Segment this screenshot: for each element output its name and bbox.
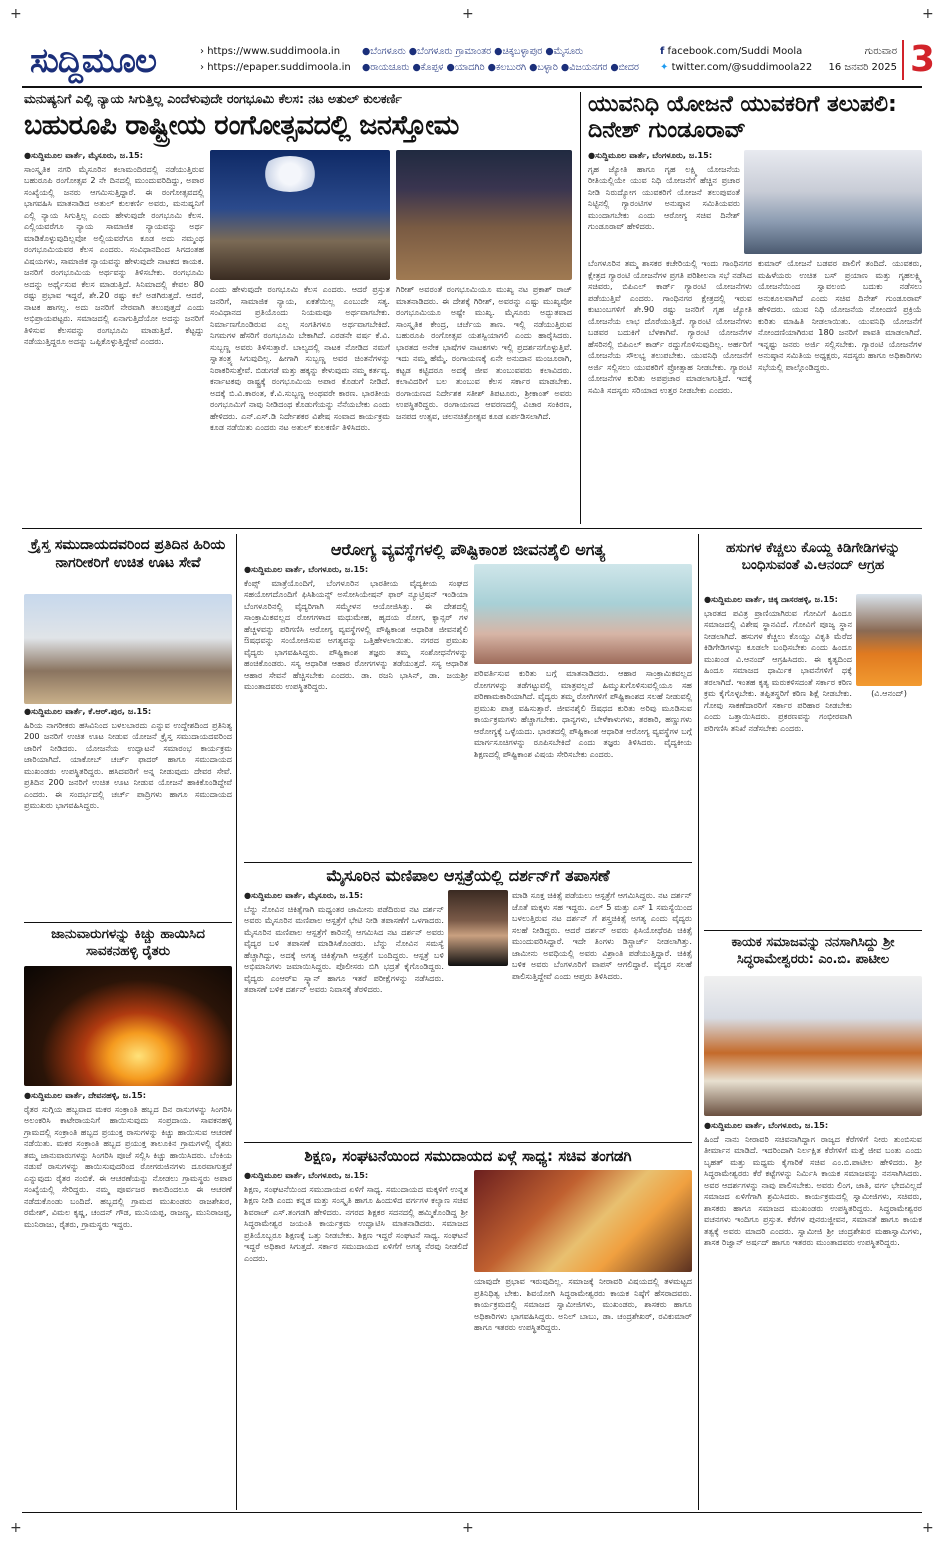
a2-col2 (758, 258, 922, 524)
a2-lead-text: ಗೃಹ ಜ್ಯೋತಿ ಹಾಗೂ ಗೃಹ ಲಕ್ಷ್ಮಿ ಯೋಜನೆಯ ರೀತಿಯಲ್ಲಿಯೇ ಯುವ ನಿಧಿ ಯೋಜನೆಗೆ ಹೆಚ್ಚಿನ ಪ್ರಚಾರ ನೀಡಿ ನಿರುದ್ಯೋಗ ಯುವಕರಿಗೆ ಯೋಜನೆ ತಲುಪುವಂತೆ ನಿಟ್ಟಿನಲ್ಲಿ ಗ್ಯಾರಂಟಿಗಳ ಅನುಷ್ಠಾನ ಸಮಿತಿಯವರು ಮುಂದಾಗಬೇಕು ಎಂದು ಆರೋಗ್ಯ ಸಚಿವ ದಿನೇಶ್ ಗುಂಡೂರಾವ್ ಹೇಳಿದರು. (588, 163, 740, 231)
a9-body (704, 1120, 922, 1510)
a3-body-text: ಹಿರಿಯ ನಾಗರೀಕರು ಹಸಿವಿನಿಂದ ಬಳಲಬಾರದು ಎನ್ನುವ ಉದ್ದೇಶದಿಂದ ಪ್ರತಿನಿತ್ಯ 200 ಜನರಿಗೆ ಉಚಿತ ಊಟ ನೀಡುವ ಯೋಜನೆ ಕ್ರೈಸ್ತ ಸಮುದಾಯದವರಿಂದ ಜಾರಿಗೆ ನೀಡಿದರು. ಯೋಜನೆಯ ಉದ್ಘಾಟನೆ ಸಮಾರಂಭ ಕಾರ್ಯಕ್ರಮ ಜಾರಿಯಾಗಿದೆ. ಯಾಕೋಬ್ ಚರ್ಚ್ ಫಾದರ್ ಹಾಗೂ ಸಮುದಾಯದ ಮುಖಂಡರು ಉಪಸ್ಥಿತರಿದ್ದರು. ಹಸಿದವರಿಗೆ ಅನ್ನ ನೀಡುವುದು ದೇವರ ಸೇವೆ. ಪ್ರತಿದಿನ 200 ಜನರಿಗೆ ಉಚಿತ ಊಟ ನೀಡುವ ಯೋಜನೆ ಹಾಕಿಕೊಂಡಿದ್ದೇವೆ ಎಂದರು. ಈ ಸಂದರ್ಭದಲ್ಲಿ ಚರ್ಚ್ ಪಾದ್ರಿಗಳು ಹಾಗೂ ಸಮುದಾಯದ ಪ್ರಮುಖರು ಭಾಗವಹಿಸಿದ್ದರು. (24, 719, 232, 810)
section-rule (704, 930, 922, 931)
a4-body-text: ರೈತರ ಸುಗ್ಗಿಯ ಹಬ್ಬವಾದ ಮಕರ ಸಂಕ್ರಾಂತಿ ಹಬ್ಬದ ದಿನ ರಾಸುಗಳನ್ನು ಸಿಂಗರಿಸಿ ಅಲಂಕರಿಸಿ ಕಾಟೇರಾಯನಿಗೆ ಹಾಯಿಸುವುದು ಸಂಪ್ರದಾಯ. ಸಾವಕನಹಳ್ಳಿ ಗ್ರಾಮದಲ್ಲಿ ಸಂಕ್ರಾಂತಿ ಹಬ್ಬದ ಪ್ರಯುಕ್ತ ರಾಸುಗಳನ್ನು ಕಿಚ್ಚು ಹಾಯಿಸುವ ಆಚರಣೆ ನಡೆಯಿತು. ಮಕರ ಸಂಕ್ರಾಂತಿ ಹಬ್ಬದ ಪ್ರಯುಕ್ತ ತಾಲೂಕಿನ ಗ್ರಾಮಗಳಲ್ಲಿ ರೈತರು ತಮ್ಮ ಜಾನುವಾರುಗಳನ್ನು ಸಿಂಗರಿಸಿ ಪೂಜೆ ಸಲ್ಲಿಸಿ ಕಿಚ್ಚು ಹಾಯಿಸಿದರು. ಬೆಂಕಿಯ ನಡುವೆ ರಾಸುಗಳನ್ನು ಹಾಯಿಸುವುದರಿಂದ ರೋಗರುಜಿನಗಳು ದೂರವಾಗುತ್ತವೆ ಎನ್ನುವುದು ರೈತರ ನಂಬಿಕೆ. ಈ ಆಚರಣೆಯನ್ನು ನೋಡಲು ಗ್ರಾಮಸ್ಥರು ಅಪಾರ ಸಂಖ್ಯೆಯಲ್ಲಿ ಸೇರಿದ್ದರು. ನಮ್ಮ ಪೂರ್ವಜರ ಕಾಲದಿಂದಲೂ ಈ ಆಚರಣೆ ನಡೆದುಕೊಂಡು ಬಂದಿದೆ. ಹಬ್ಬದಲ್ಲಿ ಗ್ರಾಮದ ಮುಖಂಡರು ರಾಜಶೇಖರ, ರಮೇಶ್, ವಿಮಲ ಕೃಷ್ಣ, ಚಂದನ್ ಗೌಡ, ಮುನಿಯಪ್ಪ, ರಾಜಣ್ಣ, ಮುನಿರಾಜಪ್ಪ, ಮುನಿರಾಜು, ರೈತರು, ಗ್ರಾಮಸ್ಥರು ಇದ್ದರು. (24, 1103, 232, 1229)
a1-col3-text: ಗಿರೀಶ್ ಅವರಂತೆ ರಂಗಭೂಮಿಯೂ ಮುಖ್ಯ ನಟ ಪ್ರಕಾಶ್ ರಾಜ್ ಮಾತನಾಡಿದರು. ಈ ದೇಶಕ್ಕೆ ಗಿರೀಶ್, ಅವರನ್ನು ಎಷ್ಟು ಮುಖ್ಯವೋ ರಂಗಭೂಮಿಯೂ ಅಷ್ಟೇ ಮುಖ್ಯ. ಮೈಸೂರು ಅದ್ಭುತವಾದ ಸಾಂಸ್ಕೃತಿಕ ಕೇಂದ್ರ, ಚರ್ಚೆಯ ತಾಣ. ಇಲ್ಲಿ ನಡೆಯುತ್ತಿರುವ ಬಹುರೂಪಿ ರಂಗೋತ್ಸವ ಯಶಸ್ವಿಯಾಗಲಿ ಎಂದು ಹಾರೈಸಿದರು. ಭಾರತದ ಅನೇಕ ಭಾಷೆಗಳ ನಾಟಕಗಳು ಇಲ್ಲಿ ಪ್ರದರ್ಶನಗೊಳ್ಳುತ್ತಿವೆ. ಇದು ನಮ್ಮ ಹೆಮ್ಮೆ. ರಂಗಾಯಣಕ್ಕೆ ಏನೇ ಅನುದಾನ ಮಂಜೂರಾಗಿ, ಕಟ್ಟಡ ಕಟ್ಟಿದರೂ ಅದಕ್ಕೆ ಜೀವ ತುಂಬುವವರು ಕಲಾವಿದರು. ಕಲಾವಿದರಿಗೆ ಬಲ ತುಂಬುವ ಕೆಲಸ ಸರ್ಕಾರ ಮಾಡಬೇಕು. ರಂಗಾಯಣದ ನಿರ್ದೇಶಕ ಸತೀಶ್ ತಿಪಟೂರು, ಶ್ರೀಕಾಂತ್ ಅವರು ಉಪಸ್ಥಿತರಿದ್ದರು. ರಂಗಾಯಣದ ಆವರಣದಲ್ಲಿ ವಿಚಾರ ಸಂಕಿರಣ, ಜನಪದ ಉತ್ಸವ, ಚಲನಚಿತ್ರೋತ್ಸವ ಕೂಡ ಏರ್ಪಡಿಸಲಾಗಿದೆ. (396, 284, 572, 421)
a1-col2 (210, 284, 390, 522)
a7-headline: ಶಿಕ್ಷಣ, ಸಂಘಟನೆಯಿಂದ ಸಮುದಾಯದ ಏಳ್ಗೆ ಸಾಧ್ಯ: ಸಚಿವ ತಂಗಡಗಿ (304, 1147, 632, 1165)
twitter-link[interactable]: twitter.com/@suddimoola22 (671, 62, 813, 73)
column-rule (236, 534, 237, 1510)
editions (362, 44, 652, 76)
a1-stage-photo (210, 150, 390, 280)
facebook-link[interactable]: facebook.com/Suddi Moola (667, 46, 803, 57)
a6-headline: ಮೈಸೂರಿನ ಮಣಿಪಾಲ ಆಸ್ಪತ್ರೆಯಲ್ಲಿ ದರ್ಶನ್‌ಗೆ ತಪಾಸಣೆ (326, 866, 610, 885)
a2-headline: ಯುವನಿಧಿ ಯೋಜನೆ ಯುವಕರಿಗೆ ತಲುಪಲಿ: ದಿನೇಶ್ ಗುಂಡೂರಾವ್ (588, 92, 897, 143)
crop-mark: + (10, 1520, 22, 1536)
a5-headline: ಆರೋಗ್ಯ ವ್ಯವಸ್ಥೆಗಳಲ್ಲಿ ಪೌಷ್ಟಿಕಾಂಶ ಜೀವನಶೈಲಿ ಅಗತ್ಯ (330, 540, 606, 559)
column-rule (698, 534, 699, 1510)
a7-col2-text: ಯಾವುದೇ ಪ್ರಭಾವ ಇರುವುದಿಲ್ಲ. ಸಮಾಜಕ್ಕೆ ನೀರಾವರಿ ವಿಷಯದಲ್ಲಿ ತಳಮಟ್ಟದ ಪ್ರತಿನಿಧಿತ್ವ ಬೇಕು. ಶಿವಯೋಗಿ ಸಿದ್ಧರಾಮೇಶ್ವರರು ಕಾಯಕ ನಿಷ್ಠೆಗೆ ಹೆಸರಾದವರು. ಕಾರ್ಯಕ್ರಮದಲ್ಲಿ ಸಮಾಜದ ಸ್ವಾಮೀಜಿಗಳು, ಮುಖಂಡರು, ಶಾಸಕರು ಹಾಗೂ ಅಧಿಕಾರಿಗಳು ಭಾಗವಹಿಸಿದ್ದರು. ಅನಿಲ್ ಬಾಬು, ಡಾ. ಚಂದ್ರಶೇಖರ್, ರವಿಕುಮಾರ್ ಹಾಗೂ ಇತರರು ಉಪಸ್ಥಿತರಿದ್ದರು. (474, 1276, 692, 1332)
a9-body-text: ಹಿಂದೆ ನಾನು ನೀರಾವರಿ ಸಚಿವನಾಗಿದ್ದಾಗ ರಾಜ್ಯದ ಕೆರೆಗಳಿಗೆ ನೀರು ತುಂಬಿಸುವ ತೀರ್ಮಾನ ಮಾಡಿದೆ. ಇದರಿಂದಾಗಿ ನಿರ್ಲಕ್ಷಿತ ಕೆರೆಗಳಿಗೆ ಮತ್ತೆ ಜೀವ ಬಂತು ಎಂದು ಬೃಹತ್ ಮತ್ತು ಮಧ್ಯಮ ಕೈಗಾರಿಕೆ ಸಚಿವ ಎಂ.ಬಿ.ಪಾಟೀಲ ಹೇಳಿದರು. ಶ್ರೀ ಸಿದ್ಧರಾಮೇಶ್ವರರು ಕೆರೆ ಕಟ್ಟೆಗಳನ್ನು ನಿರ್ಮಿಸಿ ಕಾಯಕ ಸಮಾಜವನ್ನು ನನಸಾಗಿಸಿದರು. ಅವರ ಆದರ್ಶಗಳನ್ನು ನಾವು ಪಾಲಿಸಬೇಕು. ಅವರು ಲಿಂಗ, ಜಾತಿ, ವರ್ಗ ಭೇದವಿಲ್ಲದೆ ಸಮಾಜದ ಏಳಿಗೆಗಾಗಿ ಶ್ರಮಿಸಿದರು. ಕಾರ್ಯಕ್ರಮದಲ್ಲಿ ಸ್ವಾಮೀಜಿಗಳು, ಸಚಿವರು, ಶಾಸಕರು ಹಾಗೂ ಸಮಾಜದ ಮುಖಂಡರು ಉಪಸ್ಥಿತರಿದ್ದರು. ಸಿದ್ಧರಾಮೇಶ್ವರರ ವಚನಗಳು ಇಂದಿಗೂ ಪ್ರಸ್ತುತ. ಕೆರೆಗಳ ಪುನರುಜ್ಜೀವನ, ಸಮಾನತೆ ಹಾಗೂ ಕಾಯಕ ತತ್ವಕ್ಕೆ ಅವರು ಮಾದರಿ ಎಂದರು. ಸ್ವಾಮೀಜಿ ಶ್ರೀ ಚಂದ್ರಶೇಖರ ಮಹಾಸ್ವಾಮಿಗಳು, ಶಾಸಕ ರಿಜ್ವಾನ್ ಅರ್ಷದ್ ಹಾಗೂ ಇತರರು ಮುಂತಾದವರು ಉಪಸ್ಥಿತರಿದ್ದರು. (704, 1133, 922, 1247)
logo: ಸುದ್ದಿಮೂಲ (30, 41, 156, 81)
a2-byline: ●ಸುದ್ದಿಮೂಲ ವಾರ್ತೆ, ಬೆಂಗಳೂರು, ಜ.15: (588, 150, 713, 160)
section-rule (24, 922, 232, 923)
a4-headline: ಜಾನುವಾರುಗಳನ್ನು ಕಿಚ್ಚು ಹಾಯಿಸಿದ ಸಾವಕನಹಳ್ಳಿ ರೈತರು (51, 926, 205, 959)
a1-kicker: ಮನುಷ್ಯನಿಗೆ ಎಲ್ಲಿ ನ್ಯಾಯ ಸಿಗುತ್ತಿಲ್ಲ ಎಂದೆಳುವುದೇ ರಂಗಭೂಮಿ ಕೆಲಸ: ನಟ ಅತುಲ್ ಕುಲಕರ್ಣಿ (24, 91, 402, 106)
url-block (200, 44, 351, 76)
a2-lead (588, 150, 740, 254)
section-rule (244, 862, 692, 863)
section-rule (22, 528, 922, 529)
crop-mark: + (462, 1520, 474, 1536)
a1-col1 (24, 150, 204, 522)
crop-mark: + (922, 1520, 934, 1536)
a6-col1-text: ಬೆನ್ನು ನೋವಿನ ಚಿಕಿತ್ಸೆಗಾಗಿ ಮಧ್ಯಂತರ ಜಾಮೀನು ಪಡೆದಿರುವ ನಟ ದರ್ಶನ್ ಅವರು ಮೈಸೂರಿನ ಮಣಿಪಾಲ ಆಸ್ಪತ್ರೆಗೆ ಭೇಟಿ ನೀಡಿ ತಪಾಸಣೆಗೆ ಒಳಗಾದರು. ಮೈಸೂರಿನ ಮಣಿಪಾಲ ಆಸ್ಪತ್ರೆಗೆ ಕಾರಿನಲ್ಲಿ ಆಗಮಿಸಿದ ನಟ ದರ್ಶನ್ ಅವರು ವೈದ್ಯರ ಬಳಿ ತಪಾಸಣೆ ಮಾಡಿಸಿಕೊಂಡರು. ಬೆನ್ನು ನೋವಿನ ಸಮಸ್ಯೆ ಹೆಚ್ಚಾಗಿದ್ದು, ಅದಕ್ಕೆ ಅಗತ್ಯ ಚಿಕಿತ್ಸೆಗಾಗಿ ಆಸ್ಪತ್ರೆಗೆ ಬಂದಿದ್ದರು. ಆಸ್ಪತ್ರೆ ಬಳಿ ಅಭಿಮಾನಿಗಳು ಜಮಾಯಿಸಿದ್ದರು. ಪೊಲೀಸರು ಬಿಗಿ ಭದ್ರತೆ ಕೈಗೊಂಡಿದ್ದರು. ವೈದ್ಯರು ಎಂಆರ್‌ಐ ಸ್ಕ್ಯಾನ್ ಹಾಗೂ ಇತರೆ ಪರೀಕ್ಷೆಗಳನ್ನು ನಡೆಸಿದರು. ತಪಾಸಣೆ ಬಳಿಕ ದರ್ಶನ್ ಅವರು ನಿವಾಸಕ್ಕೆ ತೆರಳಿದರು. (244, 903, 444, 994)
a8-byline: ●ಸುದ್ದಿಮೂಲ ವಾರ್ತೆ, ಚಿಕ್ಕ ದಾಸರಹಳ್ಳಿ, ಜ.15: (704, 594, 838, 604)
a8-portrait-photo (856, 594, 922, 686)
a1-col1-text: ಸಾಂಸ್ಕೃತಿಕ ನಗರಿ ಮೈಸೂರಿನ ಕಲಾಮಂದಿರದಲ್ಲಿ ನಡೆಯುತ್ತಿರುವ ಬಹುರೂಪಿ ರಂಗೋತ್ಸವ 2 ನೇ ದಿನದಲ್ಲಿ ಮುಂದುವರಿದಿದ್ದು, ಅಪಾರ ಸಂಖ್ಯೆಯಲ್ಲಿ ಜನರು ಆಗಮಿಸುತ್ತಿದ್ದಾರೆ. ಈ ರಂಗೋತ್ಸವದಲ್ಲಿ ಭಾಗವಹಿಸಿ ಮಾತನಾಡಿದ ಅತುಲ್ ಕುಲಕರ್ಣಿ ಅವರು, ಮನುಷ್ಯನಿಗೆ ಎಲ್ಲಿ ನ್ಯಾಯ ಸಿಗುತ್ತಿಲ್ಲ ಎಂದು ಹೇಳುವುದೇ ರಂಗಭೂಮಿ ಕೆಲಸ. ಎಲ್ಲಿಯವರೆಗೂ ನ್ಯಾಯ ಸಾಮಾಜಿಕ ನ್ಯಾಯವನ್ನು ಅರ್ಥ ಮಾಡಿಕೊಳ್ಳುವುದಿಲ್ಲವೋ ಅಲ್ಲಿಯವರೆಗೂ ಕೂಡ ಅದು ನಮ್ಮಂಥ ರಂಗಭೂಮಿಯವರ ಕೆಲಸ ಎಂದರು. ಸಂವಿಧಾನದಿಂದ ಸಿಗದಂತಹ ವಿಷಯಗಳು, ಸಾಮಾಜಿಕ ನ್ಯಾಯವನ್ನು ಹೇಳುವುದೇ ನಾಟಕದ ಕಾಯಕ. ಜನರಿಗೆ ರಂಗಭೂಮಿಯ ಅರ್ಥವನ್ನು ತಿಳಿಸಬೇಕು. ರಂಗಭೂಮಿ ಅದನ್ನು ಅರ್ಥೈಸುವ ಕೆಲಸ ಮಾಡುತ್ತಿದೆ. ಸಿನಿಮಾದಲ್ಲಿ ಕೇವಲ 80 ರಷ್ಟು ಪ್ರಭಾವ ಇದ್ದರೆ, ಶೇ.20 ರಷ್ಟು ಕಲೆ ಅಡಗಿರುತ್ತದೆ. ಆದರೆ, ನಾಟಕ ಹಾಗಲ್ಲ. ಅದು ಜನರಿಗೆ ನೇರವಾಗಿ ತಲುಪುತ್ತದೆ ಎಂದು ಅಭಿಪ್ರಾಯಪಟ್ಟರು. ಸಮಾಜದಲ್ಲಿ ಏನಾಗುತ್ತಿದೆಯೋ ಅದನ್ನು ಜನರಿಗೆ ತಿಳಿಸುವ ಕೆಲಸವನ್ನು ರಂಗಭೂಮಿ ಮಾಡುತ್ತಿದೆ. ಕೆಟ್ಟದ್ದು ನಡೆಯುತ್ತಿದ್ದರೂ ಅದನ್ನು ಒಪ್ಪಿಕೊಳ್ಳುತ್ತಿದ್ದೇವೆ ಎಂದರು. (24, 163, 204, 346)
a4-bonfire-photo (24, 966, 232, 1086)
a5-group-photo (474, 564, 692, 664)
a2-col2-text: ಕುಮಾರ್ ಯೋಜನೆ ಬಡವರ ಪಾಲಿಗೆ ತಂದಿದೆ. ಯುವಕರು, ಮಹಿಳೆಯರು ಉಚಿತ ಬಸ್ ಪ್ರಯಾಣ ಮತ್ತು ಗೃಹಲಕ್ಷ್ಮಿ ಯೋಜನೆಯಿಂದ ಸ್ವಾವಲಂಬಿ ಬದುಕು ನಡೆಸಲು ಅನುಕೂಲವಾಗಿದೆ ಎಂದು ಸಚಿವ ದಿನೇಶ್ ಗುಂಡೂರಾವ್ ಹೇಳಿದರು. ಯುವ ನಿಧಿ ಯೋಜನೆಯ ನೋಂದಣಿ ಪ್ರಕ್ರಿಯೆ ಕುರಿತು ಮಾಹಿತಿ ನೀಡಲಾಯಿತು. ಯುವನಿಧಿ ಯೋಜನೆಗೆ ನೋಂದಣಿಯಾಗಿರುವ 180 ಜನರಿಗೆ ಪಾವತಿ ಮಾಡಲಾಗಿದೆ. ಇನ್ನಷ್ಟು ಜನರು ಅರ್ಜಿ ಸಲ್ಲಿಸಬೇಕು. ಗ್ಯಾರಂಟಿ ಯೋಜನೆಗಳ ಅನುಷ್ಠಾನ ಸಮಿತಿಯ ಅಧ್ಯಕ್ಷರು, ಸದಸ್ಯರು ಹಾಗೂ ಅಧಿಕಾರಿಗಳು ಸಭೆಯಲ್ಲಿ ಪಾಲ್ಗೊಂಡಿದ್ದರು. (758, 258, 922, 372)
a6-portrait-photo (448, 890, 508, 966)
a9-event-photo (704, 976, 922, 1116)
a1-byline: ●ಸುದ್ದಿಮೂಲ ವಾರ್ತೆ, ಮೈಸೂರು, ಜ.15: (24, 150, 144, 160)
bottom-rule (22, 1512, 922, 1513)
a3-headline: ಕ್ರೈಸ್ತ ಸಮುದಾಯದವರಿಂದ ಪ್ರತಿದಿನ ಹಿರಿಯ ನಾಗರೀಕರಿಗೆ ಉಚಿತ ಊಟ ಸೇವೆ (30, 537, 226, 571)
crop-mark: + (922, 6, 934, 22)
crop-mark: + (462, 6, 474, 22)
a8-caption: (ವಿ.ಆನಂದ್) (871, 688, 907, 698)
editions-line-1: ●ಬೆಂಗಳೂರು ●ಬೆಂಗಳೂರು ಗ್ರಾಮಾಂತರ ●ಚಿಕ್ಕಬಳ್ಳಾಪುರ ●ಮೈಸೂರು (362, 46, 584, 57)
a1-audience-photo (396, 150, 572, 280)
a1-headline: ಬಹುರೂಪಿ ರಾಷ್ಟ್ರೀಯ ರಂಗೋತ್ಸವದಲ್ಲಿ ಜನಸ್ತೋಮ (24, 110, 459, 141)
a4-byline: ●ಸುದ್ದಿಮೂಲ ವಾರ್ತೆ, ದೇವನಹಳ್ಳಿ, ಜ.15: (24, 1090, 146, 1100)
a5-col2 (474, 668, 692, 858)
dateline (817, 44, 897, 76)
a4-body (24, 1090, 232, 1506)
a7-ceremony-photo (474, 1170, 692, 1272)
a9-headline: ಕಾಯಕ ಸಮಾಜವನ್ನು ನನಸಾಗಿಸಿದ್ದು ಶ್ರೀ ಸಿದ್ಧರಾಮೇಶ್ವರರು: ಎಂ.ಬಿ. ಪಾಟೀಲ (731, 935, 895, 967)
a7-col2 (474, 1276, 692, 1510)
a9-byline: ●ಸುದ್ದಿಮೂಲ ವಾರ್ತೆ, ಬೆಂಗಳೂರು, ಜ.15: (704, 1120, 829, 1130)
a6-col1 (244, 890, 444, 1138)
a8-headline: ಹಸುಗಳ ಕೆಚ್ಚಲು ಕೊಯ್ದ ಕಿಡಿಗೇಡಿಗಳನ್ನು ಬಂಧಿಸುವಂತೆ ವಿ.ಆನಂದ್ ಆಗ್ರಹ (726, 540, 900, 573)
a3-photo (24, 594, 232, 704)
a2-meeting-photo (744, 150, 922, 254)
a8-lead (704, 594, 852, 733)
social-links (660, 44, 812, 76)
link-icon: › (200, 46, 204, 57)
a6-col2 (512, 890, 692, 1138)
editions-line-2: ●ರಾಯಚೂರು ●ಕೊಪ್ಪಳ ●ಯಾದಗಿರಿ ●ಕಲಬುರಗಿ ●ಬಳ್ಳಾರಿ ●ವಿಜಯನಗರ ●ಬೀದರ (362, 62, 639, 73)
a2-col1-text: ಬೆಂಗಳೂರಿನ ತಮ್ಮ ಶಾಸಕರ ಕಚೇರಿಯಲ್ಲಿ ಇಂದು ಗಾಂಧಿನಗರ ಕ್ಷೇತ್ರದ ಗ್ಯಾರಂಟಿ ಯೋಜನೆಗಳ ಪ್ರಗತಿ ಪರಿಶೀಲನಾ ಸಭೆ ನಡೆಸಿದ ಸಚಿವರು, ಬಿಪಿಎಲ್ ಕಾರ್ಡ್ ಗ್ಯಾರಂಟಿ ಯೋಜನೆಗಳು ಪಡೆಯುತ್ತಿವೆ ಎಂದರು. ಗಾಂಧಿನಗರ ಕ್ಷೇತ್ರದಲ್ಲಿ ಇರುವ ಕುಟುಂಬಗಳಿಗೆ ಶೇ.90 ರಷ್ಟು ಜನರಿಗೆ ಗೃಹ ಜ್ಯೋತಿ ಯೋಜನೆಯ ಲಾಭ ದೊರೆಯುತ್ತಿದೆ. ಗ್ಯಾರಂಟಿ ಯೋಜನೆಗಳು ಬಡವರ ಬದುಕಿಗೆ ಬೆಳಕಾಗಿವೆ. ಗ್ಯಾರಂಟಿ ಯೋಜನೆಗಳ ಹೆಸರಿನಲ್ಲಿ ಬಿಪಿಎಲ್ ಕಾರ್ಡ್ ರದ್ದುಗೊಳಿಸುವುದಿಲ್ಲ. ಅರ್ಹರಿಗೆ ಯೋಜನೆಯ ಸೌಲಭ್ಯ ತಲುಪಬೇಕು. ಯುವನಿಧಿ ಯೋಜನೆಗೆ ಅರ್ಜಿ ಸಲ್ಲಿಸಲು ಯುವಕರಿಗೆ ಪ್ರೋತ್ಸಾಹ ನೀಡಬೇಕು. ಗ್ಯಾರಂಟಿ ಯೋಜನೆಗಳ ಕುರಿತು ಅಪಪ್ರಚಾರ ಮಾಡಲಾಗುತ್ತಿದೆ. ಇದಕ್ಕೆ ಸಮಿತಿ ಸದಸ್ಯರು ಸರಿಯಾದ ಉತ್ತರ ನೀಡಬೇಕು ಎಂದರು. (588, 258, 752, 395)
a5-col2-text: ಪರಿವರ್ತಿಸುವ ಕುರಿತು ಬಗ್ಗೆ ಮಾತನಾಡಿದರು. ಆಹಾರ ಸಾಂಕ್ರಾಮಿಕವಲ್ಲದ ರೋಗಗಳನ್ನು ತಡೆಗಟ್ಟುವಲ್ಲಿ ಮಾತ್ರವಲ್ಲದೆ ಹಿಮ್ಮುಖಗೊಳಿಸುವಲ್ಲಿಯೂ ಸಹ ಪರಿಣಾಮಕಾರಿಯಾಗಿದೆ. ವೈದ್ಯರು ತಮ್ಮ ರೋಗಿಗಳಿಗೆ ಪೌಷ್ಟಿಕಾಂಶದ ಸಲಹೆ ನೀಡುವಲ್ಲಿ ಪ್ರಮುಖ ಪಾತ್ರ ವಹಿಸುತ್ತಾರೆ. ಜೀವನಶೈಲಿ ಔಷಧದ ಕುರಿತು ಅರಿವು ಮೂಡಿಸುವ ಕಾರ್ಯಕ್ರಮಗಳು ಹೆಚ್ಚಾಗಬೇಕು. ಧಾನ್ಯಗಳು, ಬೇಳೆಕಾಳುಗಳು, ತರಕಾರಿ, ಹಣ್ಣುಗಳು ಆರೋಗ್ಯಕ್ಕೆ ಒಳ್ಳೆಯದು. ಭಾರತದಲ್ಲಿ ಪೌಷ್ಟಿಕಾಂಶ ಆಧಾರಿತ ಆರೋಗ್ಯ ವ್ಯವಸ್ಥೆಗಳ ಬಗ್ಗೆ ಮಾರ್ಗಸೂಚಿಗಳನ್ನು ರೂಪಿಸಬೇಕಿದೆ ಎಂದು ತಜ್ಞರು ತಿಳಿಸಿದರು. ವೈದ್ಯಕೀಯ ಶಿಕ್ಷಣದಲ್ಲಿ ಪೌಷ್ಟಿಕಾಂಶ ವಿಷಯ ಸೇರಿಸಬೇಕು ಎಂದರು. (474, 668, 692, 759)
a8-body-text: ಭಾರತದ ಪವಿತ್ರ ಪ್ರಾಣಿಯಾಗಿರುವ ಗೋವಿಗೆ ಹಿಂದೂ ಸಮಾಜದಲ್ಲಿ ವಿಶೇಷ ಸ್ಥಾನವಿದೆ. ಗೋವಿಗೆ ಪೂಜ್ಯ ಸ್ಥಾನ ನೀಡಲಾಗಿದೆ. ಹಸುಗಳ ಕೆಚ್ಚಲು ಕೊಯ್ದು ವಿಕೃತಿ ಮೆರೆದ ಕಿಡಿಗೇಡಿಗಳನ್ನು ಕೂಡಲೇ ಬಂಧಿಸಬೇಕು ಎಂದು ಹಿಂದೂ ಮುಖಂಡ ವಿ.ಆನಂದ್ ಆಗ್ರಹಿಸಿದರು. ಈ ಕೃತ್ಯದಿಂದ ಹಿಂದೂ ಸಮಾಜದ ಧಾರ್ಮಿಕ ಭಾವನೆಗಳಿಗೆ ಧಕ್ಕೆ ತರಲಾಗಿದೆ. ಇಂತಹ ಕೃತ್ಯ ಮರುಕಳಿಸದಂತೆ ಸರ್ಕಾರ ಕಠಿಣ ಕ್ರಮ ಕೈಗೊಳ್ಳಬೇಕು. ತಪ್ಪಿತಸ್ಥರಿಗೆ ಕಠಿಣ ಶಿಕ್ಷೆ ನೀಡಬೇಕು. ಗೋವು ಸಾಕಣೆದಾರರಿಗೆ ಸರ್ಕಾರ ಪರಿಹಾರ ನೀಡಬೇಕು ಎಂದು ಒತ್ತಾಯಿಸಿದರು. ಪ್ರಕರಣವನ್ನು ಗಂಭೀರವಾಗಿ ಪರಿಗಣಿಸಿ ತನಿಖೆ ನಡೆಸಬೇಕು ಎಂದರು. (704, 607, 852, 733)
a5-col1 (244, 564, 468, 858)
website-link[interactable]: https://www.suddimoola.in (207, 46, 341, 57)
a7-byline: ●ಸುದ್ದಿಮೂಲ ವಾರ್ತೆ, ಬೆಂಗಳೂರು, ಜ.15: (244, 1170, 369, 1180)
section-rule (244, 1142, 692, 1143)
masthead (22, 38, 936, 84)
weekday: ಗುರುವಾರ (864, 46, 897, 57)
a3-body (24, 706, 232, 920)
page-number: 3 (902, 40, 935, 80)
a1-col3 (396, 284, 572, 522)
crop-mark: + (10, 6, 22, 22)
a3-byline: ●ಸುದ್ದಿಮೂಲ ವಾರ್ತೆ, ಕೆ.ಆರ್.ಪುರ, ಜ.15: (24, 706, 152, 716)
twitter-icon: ✦ (660, 62, 669, 73)
a1-col2-text: ಎಂದು ಹೇಳುವುದೇ ರಂಗಭೂಮಿ ಕೆಲಸ ಎಂದರು. ಆದರೆ ಪ್ರಸ್ತುತ ಜನರಿಗೆ, ಸಾಮಾಜಿಕ ನ್ಯಾಯ, ಏಕತೆಯಿಲ್ಲ ಎಂಬುದೇ ಸತ್ಯ. ಸಂವಿಧಾನದ ಪ್ರತಿಯೊಂದು ನಿಯಮವೂ ಅರ್ಥವಾಗಬೇಕು. ನಿರ್ಮಾಣಗೊಂಡಿರುವ ಎಲ್ಲ ಸಂಗತಿಗಳೂ ಅರ್ಥವಾಗಬೇಕಿದೆ. ನಿಗಮಗಳ ಹೆಸರಿಗೆ ರಂಗಭೂಮಿ ಬೇಕಾಗಿದೆ. ಎರಡನೇ ವರ್ಷ ಕೆ.ವಿ. ಸುಬ್ಬಣ್ಣ ಅವರು ತಿಳಿಸುತ್ತಾರೆ. ಬಾಲ್ಯದಲ್ಲಿ ನಾಟಕ ನೋಡಿದ ನಮಗೆ ಸ್ವಾತಂತ್ರ್ಯ ಸಿಗುವುದಿಲ್ಲ. ಹೀಗಾಗಿ ಸುಬ್ಬಣ್ಣ ಅವರ ಚಿಂತನೆಗಳನ್ನು ನಿರಾಕರಿಸುತ್ತೇವೆ. ಬಿಡುಗಡೆ ಮತ್ತು ಹಕ್ಕನ್ನು ಕೇಳುವುದು ನಮ್ಮ ಕರ್ತವ್ಯ. ಕರ್ನಾಟಕವು ರಾಷ್ಟ್ರಕ್ಕೆ ರಂಗಭೂಮಿಯ ಅಪಾರ ಕೊಡುಗೆ ನೀಡಿದೆ. ಅದಕ್ಕೆ ಬಿ.ವಿ.ಕಾರಂತ, ಕೆ.ವಿ.ಸುಬ್ಬಣ್ಣ ಅಂಥವರೇ ಕಾರಣ. ಭಾರತೀಯ ರಂಗಭೂಮಿಗೆ ನಾವು ನೀಡಿದಂಥ ಕೊಡುಗೆಯನ್ನು ನೆನೆಯಬೇಕು ಎಂದು ಹೇಳಿದರು. ಎನ್.ಎಸ್.ಡಿ ನಿರ್ದೇಶಕರ ವಿಶೇಷ ಸಂವಾದ ಕಾರ್ಯಕ್ರಮ ಕೂಡ ನಡೆಯಿತು ಎಂದರು ನಟ ಅತುಲ್ ಕುಲಕರ್ಣಿ ತಿಳಿಸಿದರು. (210, 284, 390, 432)
date: 16 ಜನವರಿ 2025 (828, 62, 897, 73)
a7-col1 (244, 1170, 468, 1510)
a5-col1-text: ಕೆಂಪ್ಸ್ ಮಾತ್ರೆಯೊಂದಿಗೆ, ಬೆಂಗಳೂರಿನ ಭಾರತೀಯ ವೈದ್ಯಕೀಯ ಸಂಘದ ಸಹಯೋಗದೊಂದಿಗೆ ಫಿಸಿಶಿಯನ್ಸ್ ಅಸೋಸಿಯೇಷನ್ ಫಾರ್ ನ್ಯೂಟ್ರಿಷನ್ ಇಂಡಿಯಾ ಬೆಂಗಳೂರಿನಲ್ಲಿ ವೈದ್ಯರಿಗಾಗಿ ಸಮ್ಮೇಳನ ಆಯೋಜಿಸಿತ್ತು. ಈ ದೇಶದಲ್ಲಿ ಸಾಂಕ್ರಾಮಿಕವಲ್ಲದ ರೋಗಗಳಾದ ಮಧುಮೇಹ, ಹೃದಯ ರೋಗ, ಕ್ಯಾನ್ಸರ್ ಗಳ ಹೆಚ್ಚಳವನ್ನು ಪರಿಗಣಿಸಿ ಆರೋಗ್ಯ ವ್ಯವಸ್ಥೆಗಳಲ್ಲಿ ಪೌಷ್ಟಿಕಾಂಶ ಆಧಾರಿತ ಜೀವನಶೈಲಿ ಔಷಧವನ್ನು ಸಂಯೋಜಿಸುವ ಅಗತ್ಯವನ್ನು ಒತ್ತಿಹೇಳಲಾಯಿತು. ನಗರದ ಪ್ರಮುಖ ವೈದ್ಯರು ಭಾಗವಹಿಸಿದ್ದರು. ಪೌಷ್ಟಿಕಾಂಶ ತಜ್ಞರು ತಮ್ಮ ಸಂಶೋಧನೆಗಳನ್ನು ಹಂಚಿಕೊಂಡರು. ಸಸ್ಯ ಆಧಾರಿತ ಆಹಾರ ರೋಗಗಳನ್ನು ತಡೆಯುತ್ತದೆ. ಸಸ್ಯ ಆಧಾರಿತ ಆಹಾರ ಸೇವನೆ ಹೆಚ್ಚಿಸಬೇಕು ಎಂದರು. ಡಾ. ರಜನಿ ಭಾಸಿನ್, ಡಾ. ಜಯಶ್ರೀ ಮುಂತಾದವರು ಉಪಸ್ಥಿತರಿದ್ದರು. (244, 577, 468, 691)
a6-col2-text: ಮಾಡಿ ಸೂಕ್ತ ಚಿಕಿತ್ಸೆ ಪಡೆಯಲು ಆಸ್ಪತ್ರೆಗೆ ಆಗಮಿಸಿದ್ದರು. ನಟ ದರ್ಶನ್ ಜೊತೆ ಮಕ್ಕಳು ಸಹ ಇದ್ದರು. ಎಲ್ 5 ಮತ್ತು ಎಸ್ 1 ಸಮಸ್ಯೆಯಿಂದ ಬಳಲುತ್ತಿರುವ ನಟ ದರ್ಶನ್ ಗೆ ಶಸ್ತ್ರಚಿಕಿತ್ಸೆ ಅಗತ್ಯ ಎಂದು ವೈದ್ಯರು ಸಲಹೆ ನೀಡಿದ್ದರು. ಆದರೆ ದರ್ಶನ್ ಅವರು ಫಿಸಿಯೋಥೆರಪಿ ಚಿಕಿತ್ಸೆ ಮುಂದುವರಿಸಿದ್ದಾರೆ. ಇದೇ ತಿಂಗಳು ಡಿಸ್ಚಾರ್ಜ್ ನೀಡಲಾಗಿತ್ತು. ಜಾಮೀನು ಅವಧಿಯಲ್ಲಿ ಅವರು ವಿಶ್ರಾಂತಿ ಪಡೆಯುತ್ತಿದ್ದಾರೆ. ಚಿಕಿತ್ಸೆ ಬಳಿಕ ಅವರು ಬೆಂಗಳೂರಿಗೆ ವಾಪಸ್ ಆಗಲಿದ್ದಾರೆ. ವೈದ್ಯರ ಸಲಹೆ ಪಾಲಿಸುತ್ತಿದ್ದೇವೆ ಎಂದು ಆಪ್ತರು ತಿಳಿಸಿದರು. (512, 890, 692, 981)
a7-col1-text: ಶಿಕ್ಷಣ, ಸಂಘಟನೆಯಿಂದ ಸಮುದಾಯದ ಏಳಿಗೆ ಸಾಧ್ಯ. ಸಮುದಾಯದ ಮಕ್ಕಳಿಗೆ ಉನ್ನತ ಶಿಕ್ಷಣ ನೀಡಿ ಎಂದು ಕನ್ನಡ ಮತ್ತು ಸಂಸ್ಕೃತಿ ಹಾಗೂ ಹಿಂದುಳಿದ ವರ್ಗಗಳ ಕಲ್ಯಾಣ ಸಚಿವ ಶಿವರಾಜ್ ಎಸ್.ತಂಗಡಗಿ ಹೇಳಿದರು. ನಗರದ ಶಿಕ್ಷಕರ ಸದನದಲ್ಲಿ ಹಮ್ಮಿಕೊಂಡಿದ್ದ ಶ್ರೀ ಸಿದ್ಧರಾಮೇಶ್ವರ ಜಯಂತಿ ಕಾರ್ಯಕ್ರಮ ಉದ್ಘಾಟಿಸಿ ಮಾತನಾಡಿದರು. ಸಮಾಜದ ಪ್ರತಿಯೊಬ್ಬರೂ ಶಿಕ್ಷಣಕ್ಕೆ ಒತ್ತು ನೀಡಬೇಕು. ಶಿಕ್ಷಣ ಇದ್ದರೆ ಸಂಘಟನೆ ಸಾಧ್ಯ. ಸಂಘಟನೆ ಇದ್ದರೆ ಅಧಿಕಾರ ಸಿಗುತ್ತದೆ. ಸರ್ಕಾರ ಸಮುದಾಯದ ಏಳಿಗೆಗೆ ಅಗತ್ಯ ನೆರವು ನೀಡಲಿದೆ ಎಂದರು. (244, 1183, 468, 1263)
a6-byline: ●ಸುದ್ದಿಮೂಲ ವಾರ್ತೆ, ಮೈಸೂರು, ಜ.15: (244, 890, 364, 900)
a5-byline: ●ಸುದ್ದಿಮೂಲ ವಾರ್ತೆ, ಬೆಂಗಳೂರು, ಜ.15: (244, 564, 369, 574)
column-rule (580, 92, 581, 524)
epaper-link[interactable]: https://epaper.suddimoola.in (207, 62, 351, 73)
link-icon: › (200, 62, 204, 73)
masthead-rule (22, 86, 922, 88)
a2-col1 (588, 258, 752, 524)
facebook-icon: f (660, 46, 665, 57)
